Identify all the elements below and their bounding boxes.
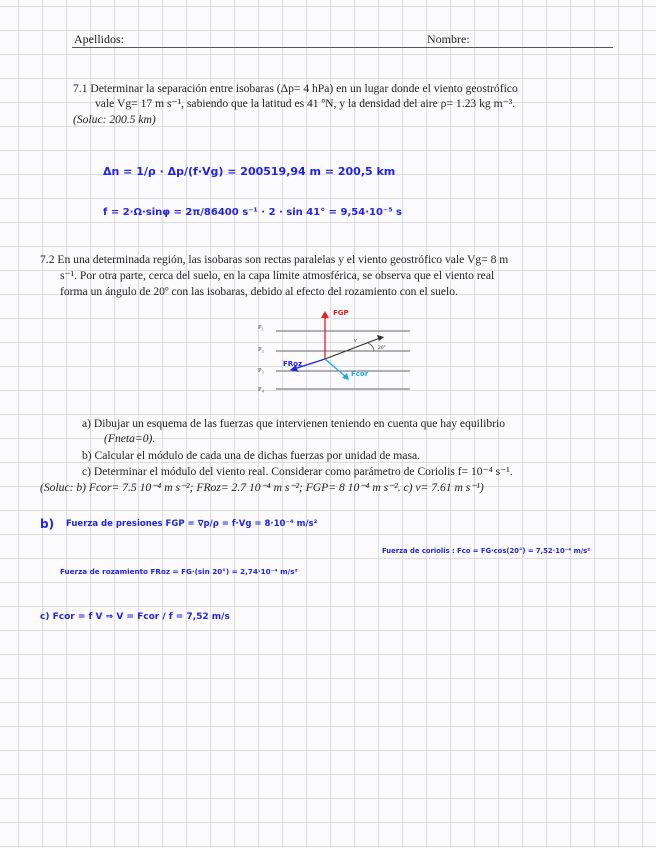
- hand-b-label: b): [40, 517, 55, 531]
- angle-label: 20°: [378, 345, 386, 351]
- header-underline: [72, 47, 613, 48]
- isobar-label-p2: P₂: [258, 346, 264, 353]
- hand-c-line: c) Fcor = f V ⇒ V = Fcor / f = 7,52 m/s: [40, 612, 230, 622]
- problem-72-line1: 7.2 En una determinada región, las isobaras son rectas paralelas y el viento geostrófico vale Vg= 8 m: [40, 253, 509, 266]
- item-a-line2: (Fneta=0).: [104, 432, 156, 445]
- item-c: c) Determinar el módulo del viento real. Considerar como parámetro de Coriolis f= 10⁻⁴ s⁻¹.: [82, 465, 513, 478]
- forces-diagram: [250, 302, 420, 398]
- item-b: b) Calcular el módulo de cada una de dichas fuerzas por unidad de masa.: [82, 449, 421, 462]
- isobar-label-p1: P₁: [258, 324, 264, 331]
- froz-arrow-label: FRoz: [283, 360, 303, 368]
- hand-fgp-line: Fuerza de presiones FGP = ∇p/ρ = f·Vg = 8·10⁻⁴ m/s²: [66, 519, 318, 529]
- isobar-label-p3: P₃: [258, 367, 264, 374]
- angle-arc: [368, 343, 374, 351]
- problem-71-solution: (Soluc: 200.5 km): [73, 113, 156, 126]
- problem-72-line3: forma un ángulo de 20º con las isobaras, debido al efecto del rozamiento con el suelo.: [60, 285, 458, 298]
- problem-72-line2: s⁻¹. Por otra parte, cerca del suelo, en la capa límite atmosférica, se observa que el viento real: [60, 269, 495, 282]
- fgp-arrow-label: FGP: [333, 309, 349, 317]
- fcor-arrow: [325, 359, 349, 380]
- item-a-line1: a) Dibujar un esquema de las fuerzas que intervienen teniendo en cuenta que hay equilibrio: [82, 417, 506, 430]
- hand-delta-n: Δn = 1/ρ · Δp/(f·Vg) = 200519,94 m = 200,5 km: [103, 165, 396, 178]
- hand-coriolis-line: Fuerza de coriolis : Fco = FG·cos(20°) = 7,52·10⁻⁴ m/s²: [382, 547, 591, 555]
- wind-v-label: v: [354, 338, 357, 344]
- apellidos-label: Apellidos:: [74, 32, 124, 46]
- problem-71-line1: 7.1 Determinar la separación entre isobaras (Δp= 4 hPa) en un lugar donde el viento geostrófico: [73, 82, 518, 95]
- nombre-label: Nombre:: [427, 32, 470, 46]
- hand-coriolis-param: f = 2·Ω·sinφ = 2π/86400 s⁻¹ · 2 · sin 41° = 9,54·10⁻⁵ s: [103, 207, 403, 218]
- fgp-arrow: [321, 311, 329, 359]
- problem-71-line2: vale Vg= 17 m s⁻¹, sabiendo que la latitud es 41 ºN, y la densidad del aire ρ= 1.23 kg m⁻³.: [95, 97, 516, 110]
- fcor-arrow-label: Fcor: [351, 370, 369, 378]
- isobar-label-p4: P₄: [258, 386, 264, 393]
- problem-72-solution: (Soluc: b) Fcor= 7.5 10⁻⁴ m s⁻²; FRoz= 2.7 10⁻⁴ m s⁻²; FGP= 8 10⁻⁴ m s⁻². c) v= 7.61 m s⁻¹): [40, 481, 484, 494]
- hand-roz-line: Fuerza de rozamiento FRoz = FG·(sin 20°) = 2,74·10⁻⁴ m/s²: [60, 567, 298, 576]
